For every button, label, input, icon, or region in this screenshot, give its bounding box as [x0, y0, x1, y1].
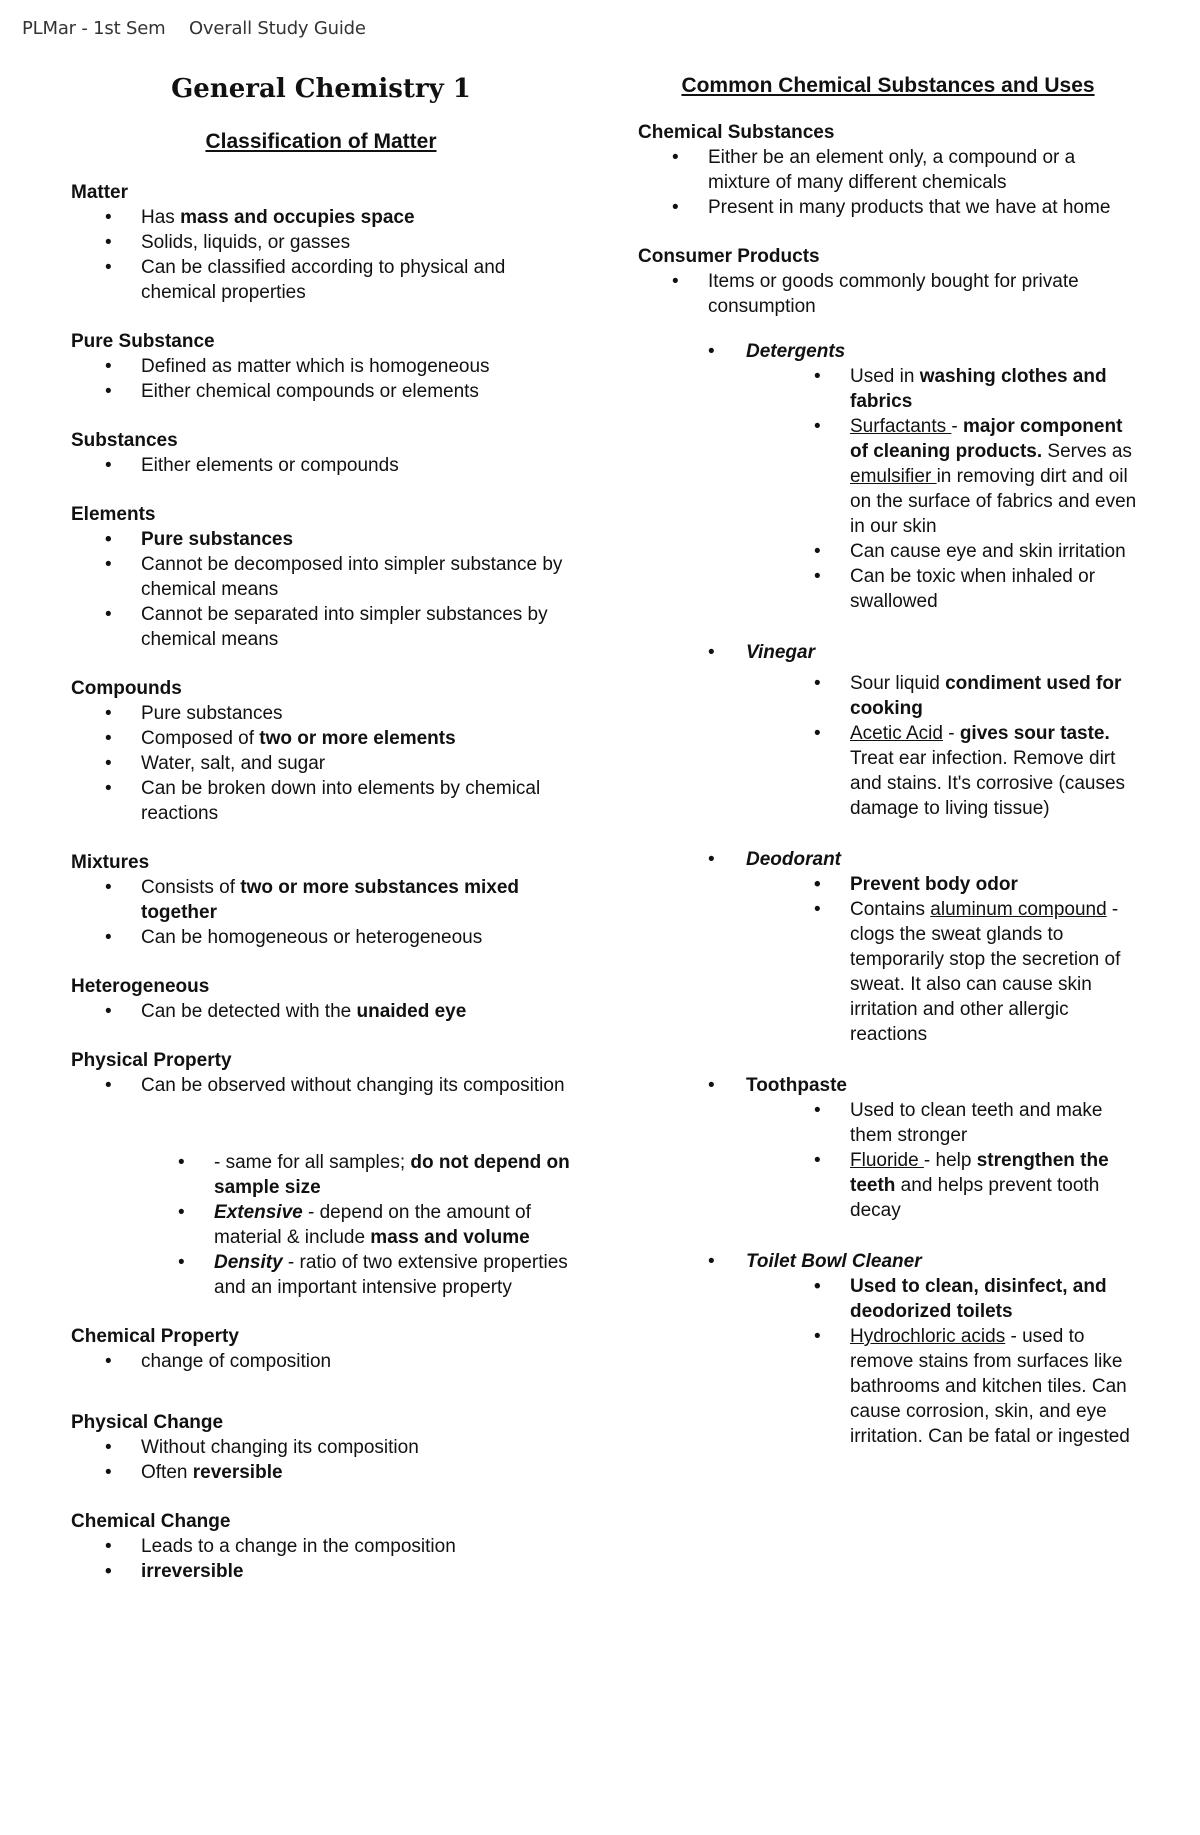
section-title: Substances: [71, 430, 178, 451]
section-title: Pure Substance: [71, 331, 215, 352]
section-title: Compounds: [71, 678, 182, 699]
left-column: [71, 72, 571, 1608]
section-heading-common-substances: Common Chemical Substances and Uses: [681, 74, 1095, 97]
list-item: • Surfactants - major component of cleaning products. Serves as emulsifier in removing dirt and oil on the surface of fabrics and even in our skin: [638, 414, 1138, 539]
list-item: • Contains aluminum compound - clogs the sweat glands to temporarily stop the secretion of sweat. It also can cause skin irritation and other allergic reactions: [638, 897, 1138, 1047]
list-item: • Either elements or compounds: [71, 453, 571, 478]
list-item: • Either be an element only, a compound or a mixture of many different chemicals: [638, 145, 1138, 195]
list-item: • Composed of two or more elements: [71, 726, 571, 751]
section-consumer-products: [638, 244, 1138, 319]
list-item: • irreversible: [71, 1559, 571, 1584]
course-label: PLMar - 1st Sem: [22, 18, 166, 39]
list-item: • Consists of two or more substances mixed together: [71, 875, 571, 925]
guide-label: Overall Study Guide: [188, 18, 366, 39]
section-substances: [71, 428, 571, 478]
product-toothpaste: [638, 1073, 1138, 1223]
list-item: • Prevent body odor: [638, 872, 1138, 897]
product-name: Toothpaste: [746, 1075, 847, 1096]
list-item: • Used to clean, disinfect, and deodorized toilets: [638, 1274, 1138, 1324]
list-item: • Cannot be separated into simpler substances by chemical means: [71, 602, 571, 652]
list-item: • Solids, liquids, or gasses: [71, 230, 571, 255]
list-item: • Can cause eye and skin irritation: [638, 539, 1138, 564]
list-item: • Can be detected with the unaided eye: [71, 999, 571, 1024]
list-item: • Items or goods commonly bought for private consumption: [638, 269, 1138, 319]
list-item: • Used to clean teeth and make them stronger: [638, 1098, 1138, 1148]
list-item: • Either chemical compounds or elements: [71, 379, 571, 404]
section-physical-change: [71, 1410, 571, 1485]
product-name: Toilet Bowl Cleaner: [746, 1251, 922, 1272]
list-item: • Extensive - depend on the amount of material & include mass and volume: [71, 1200, 571, 1250]
list-item: • Can be homogeneous or heterogeneous: [71, 925, 571, 950]
list-item: • Acetic Acid - gives sour taste. Treat ear infection. Remove dirt and stains. It's corrosive (causes damage to living tissue): [638, 721, 1138, 821]
section-pure-substance: [71, 329, 571, 404]
list-item: • Pure substances: [71, 527, 571, 552]
list-item: • Often reversible: [71, 1460, 571, 1485]
section-elements: [71, 502, 571, 652]
product-name: Detergents: [746, 341, 846, 362]
list-item: • Defined as matter which is homogeneous: [71, 354, 571, 379]
list-item: • Present in many products that we have at home: [638, 195, 1138, 220]
section-chemical-substances: [638, 120, 1138, 220]
section-title: Heterogeneous: [71, 976, 210, 997]
section-chemical-property: [71, 1324, 571, 1374]
section-matter: [71, 180, 571, 305]
section-title: Chemical Substances: [638, 122, 835, 143]
section-chemical-change: [71, 1509, 571, 1584]
list-item: • Sour liquid condiment used for cooking: [638, 671, 1138, 721]
list-item: • Cannot be decomposed into simpler substance by chemical means: [71, 552, 571, 602]
section-heterogeneous: [71, 974, 571, 1024]
product-detergents: [638, 339, 1138, 614]
section-property-types: [71, 1150, 571, 1300]
list-item: • Can be toxic when inhaled or swallowed: [638, 564, 1138, 614]
list-item: • - same for all samples; do not depend on sample size: [71, 1150, 571, 1200]
section-title: Physical Change: [71, 1412, 224, 1433]
right-column: [638, 72, 1138, 1475]
section-physical-property: [71, 1048, 571, 1098]
page-title: General Chemistry 1: [171, 74, 471, 104]
list-item: • Pure substances: [71, 701, 571, 726]
section-title: Chemical Property: [71, 1326, 239, 1347]
section-title: Chemical Change: [71, 1511, 231, 1532]
section-title: Physical Property: [71, 1050, 232, 1071]
list-item: • Can be observed without changing its composition: [71, 1073, 571, 1098]
list-item: • Hydrochloric acids - used to remove stains from surfaces like bathrooms and kitchen tiles. Can cause corrosion, skin, and eye irritation. Can be fatal or ingested: [638, 1324, 1138, 1449]
section-compounds: [71, 676, 571, 826]
product-name: Vinegar: [746, 642, 815, 663]
product-toilet-bowl-cleaner: [638, 1249, 1138, 1449]
list-item: • Can be broken down into elements by chemical reactions: [71, 776, 571, 826]
product-name: Deodorant: [746, 849, 841, 870]
section-title: Elements: [71, 504, 156, 525]
list-item: • Without changing its composition: [71, 1435, 571, 1460]
section-title: Consumer Products: [638, 246, 820, 267]
list-item: • Can be classified according to physical and chemical properties: [71, 255, 571, 305]
list-item: • Fluoride - help strengthen the teeth and helps prevent tooth decay: [638, 1148, 1138, 1223]
list-item: • Used in washing clothes and fabrics: [638, 364, 1138, 414]
section-title: Mixtures: [71, 852, 150, 873]
list-item: • Has mass and occupies space: [71, 205, 571, 230]
product-vinegar: [638, 640, 1138, 821]
section-title: Matter: [71, 182, 129, 203]
list-item: • Leads to a change in the composition: [71, 1534, 571, 1559]
page-header: [22, 18, 366, 39]
list-item: • change of composition: [71, 1349, 571, 1374]
section-heading-classification: Classification of Matter: [205, 130, 437, 153]
product-deodorant: [638, 847, 1138, 1047]
list-item: • Density - ratio of two extensive properties and an important intensive property: [71, 1250, 571, 1300]
section-mixtures: [71, 850, 571, 950]
list-item: • Water, salt, and sugar: [71, 751, 571, 776]
